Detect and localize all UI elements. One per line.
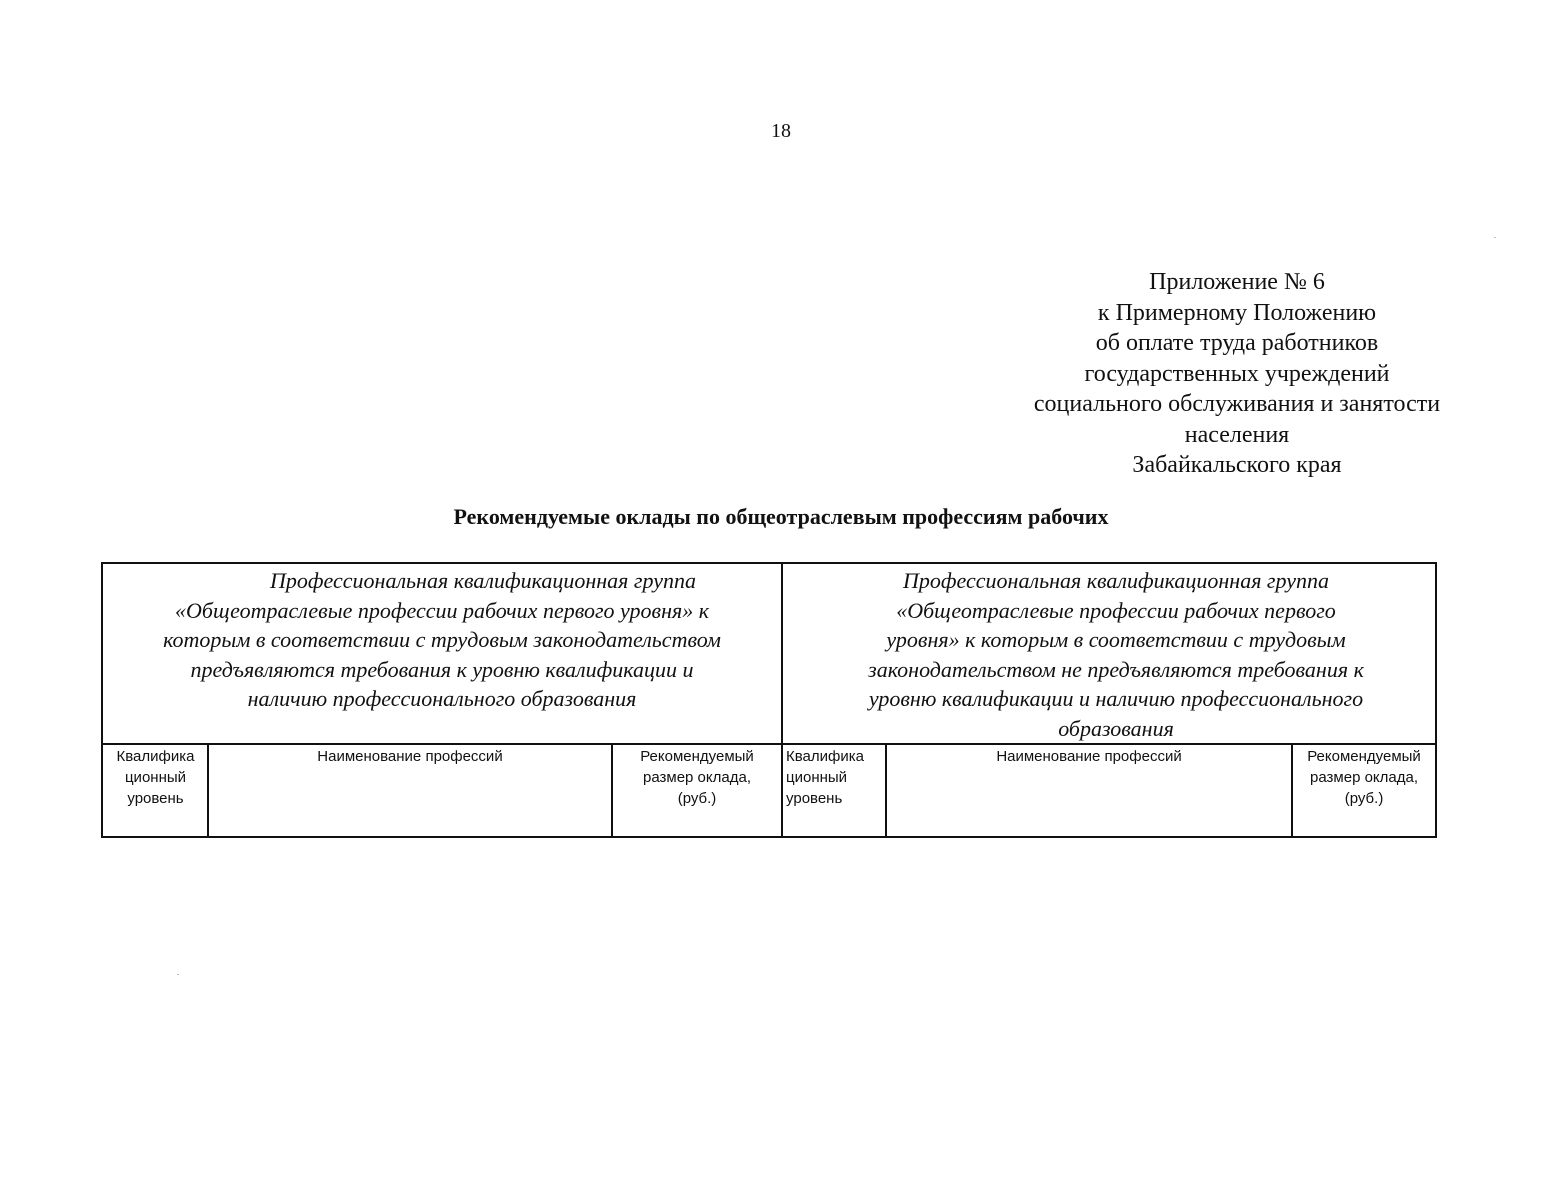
column-header-line: (руб.) bbox=[1344, 790, 1384, 807]
column-header-line: Квалифика bbox=[786, 748, 864, 765]
scan-speck bbox=[177, 974, 179, 975]
column-header-level bbox=[102, 744, 208, 837]
appendix-line: государственных учреждений bbox=[1084, 360, 1390, 387]
column-header-line: Наименование профессий bbox=[317, 748, 503, 765]
column-header-salary bbox=[612, 744, 782, 837]
group-heading-qualified bbox=[102, 563, 782, 744]
appendix-line: Приложение № 6 bbox=[1149, 269, 1325, 295]
appendix-line: социального обслуживания и занятости bbox=[1033, 391, 1441, 417]
appendix-line: Забайкальского края bbox=[1132, 452, 1342, 478]
column-header-line: уровень bbox=[127, 790, 184, 807]
column-header-line: уровень bbox=[786, 790, 843, 807]
column-header-row bbox=[102, 744, 1436, 837]
column-header-line: размер оклада, bbox=[1310, 769, 1419, 786]
group-heading-line: Профессиональная квалификационная группа bbox=[270, 568, 696, 593]
salary-table bbox=[101, 562, 1437, 838]
column-header-level bbox=[782, 744, 886, 837]
group-heading-line: Профессиональная квалификационная группа bbox=[903, 568, 1329, 593]
appendix-line: населения bbox=[1184, 421, 1290, 448]
appendix-line: об оплате труда работников bbox=[1095, 330, 1379, 356]
column-header-line: Наименование профессий bbox=[996, 748, 1182, 765]
group-heading-line: законодательством не предъявляются требования к bbox=[868, 656, 1364, 682]
group-heading-line: уровню квалификации и наличию профессионального bbox=[868, 686, 1364, 711]
scan-speck bbox=[1494, 237, 1496, 238]
column-header-line: Рекомендуемый bbox=[640, 748, 754, 765]
column-header-profession bbox=[886, 744, 1292, 837]
column-header-salary bbox=[1292, 744, 1436, 837]
group-heading-line: «Общеотраслевые профессии рабочих первого уровня» к bbox=[175, 597, 710, 623]
group-heading-line: наличию профессионального образования bbox=[247, 686, 637, 711]
document-title: Рекомендуемые оклады по общеотраслевым профессиям рабочих bbox=[453, 504, 1109, 529]
column-header-line: (руб.) bbox=[677, 790, 717, 807]
page-number: 18 bbox=[771, 120, 791, 142]
column-header-profession bbox=[208, 744, 612, 837]
column-header-line: размер оклада, bbox=[643, 769, 751, 786]
group-heading-line: образования bbox=[1058, 715, 1174, 741]
group-heading-line: «Общеотраслевые профессии рабочих первого bbox=[896, 597, 1336, 623]
group-heading-line: которым в соответствии с трудовым законодательством bbox=[163, 627, 721, 652]
appendix-line: к Примерному Положению bbox=[1097, 299, 1377, 326]
column-header-line: Рекомендуемый bbox=[1307, 748, 1421, 765]
group-heading-row bbox=[102, 563, 1436, 744]
group-heading-line: предъявляются требования к уровню квалификации и bbox=[190, 656, 694, 682]
column-header-line: ционный bbox=[786, 769, 848, 786]
column-header-line: ционный bbox=[124, 769, 187, 786]
group-heading-unqualified bbox=[782, 563, 1436, 744]
appendix-header bbox=[1000, 267, 1474, 481]
column-header-line: Квалифика bbox=[116, 748, 195, 765]
group-heading-line: уровня» к которым в соответствии с трудовым bbox=[886, 627, 1346, 652]
